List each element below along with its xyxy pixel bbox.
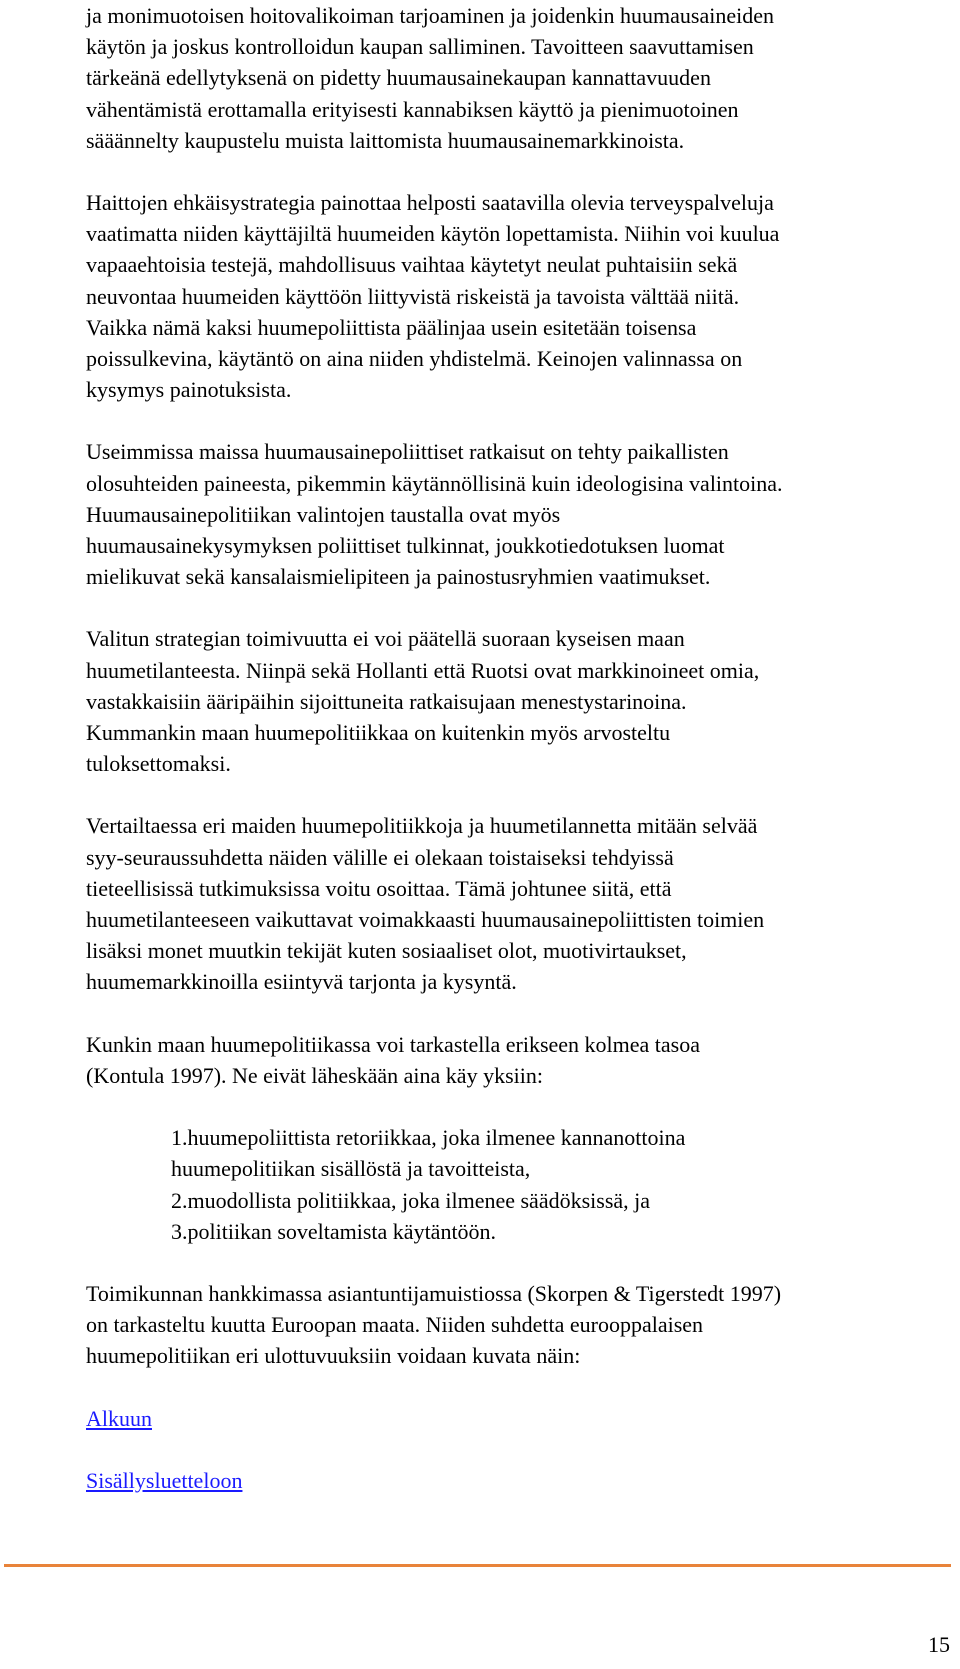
link-top-container <box>86 1403 946 1434</box>
link-to-top[interactable]: Alkuun <box>86 1405 152 1431</box>
paragraph-three-levels: Kunkin maan huumepolitiikassa voi tarkastella erikseen kolmea tasoa (Kontula 1997). Ne eivät läheskään aina käy yksiin: <box>86 1031 700 1088</box>
list-item: 3.politiikan soveltamista käytäntöön. <box>171 1218 497 1244</box>
paragraph-strategy-effectiveness: Valitun strategian toimivuutta ei voi päätellä suoraan kyseisen maan huumetilanteesta. Niinpä sekä Hollanti että Ruotsi ovat markkinoineet omia, vastakkaisiin ääripäihin sijoittuneita ratkaisujaan menestystarinoina. Kummankin maan huumepolitiikkaa on kuitenkin myös arvosteltu tuloksettomaksi. <box>86 626 760 777</box>
paragraph-intro-continuation: ja monimuotoisen hoitovalikoiman tarjoaminen ja joidenkin huumausaineiden käytön ja joskus kontrolloidun kaupan salliminen. Tavoitteen saavuttamisen tärkeänä edellytyksenä on pidetty huumausainekaupan kannattavuuden vähentämistä erottamalla erityisesti kannabiksen käyttö ja pienimuotoinen sääännelty kaupustelu muista laittomista huumausainemarkkinoista. <box>86 3 774 153</box>
list-item: 2.muodollista politiikkaa, joka ilmenee säädöksissä, ja <box>171 1187 651 1213</box>
page-number: 15 <box>928 1632 950 1657</box>
paragraph-harm-reduction: Haittojen ehkäisystrategia painottaa helposti saatavilla olevia terveyspalveluja vaatimatta niiden käyttäjiltä huumeiden käytön lopettamista. Niihin voi kuulua vapaaehtoisia testejä, mahdollisuus vaihtaa käytetyt neulat puhtaisiin sekä neuvontaa huumeiden käyttöön liittyvistä riskeistä ja tavoista välttää niitä. Vaikka nämä kaksi huumepoliittista päälinjaa usein esitetään toisensa poissulkevina, käytäntö on aina niiden yhdistelmä. Keinojen valinnassa on kysymys painotuksista. <box>86 190 780 403</box>
list-item: 1.huumepoliittista retoriikkaa, joka ilmenee kannanottoina huumepolitiikan sisällöstä ja tavoitteista, <box>171 1125 686 1182</box>
document-body <box>86 0 946 1527</box>
levels-list <box>86 1122 946 1247</box>
link-toc-container <box>86 1465 946 1496</box>
link-to-table-of-contents[interactable]: Sisällysluetteloon <box>86 1467 243 1493</box>
paragraph-comparison: Vertailtaessa eri maiden huumepolitiikkoja ja huumetilannetta mitään selvää syy-seuraussuhdetta näiden välille ei olekaan toistaiseksi tehdyissä tieteellisissä tutkimuksissa voitu osoittaa. Tämä johtunee siitä, että huumetilanteeseen vaikuttavat voimakkaasti huumausainepoliittisten toimien lisäksi monet muutkin tekijät kuten sosiaaliset olot, muotivirtaukset, huumemarkkinoilla esiintyvä tarjonta ja kysyntä. <box>86 813 765 995</box>
paragraph-expert-memo: Toimikunnan hankkimassa asiantuntijamuistiossa (Skorpen & Tigerstedt 1997) on tarkasteltu kuutta Euroopan maata. Niiden suhdetta eurooppalaisen huumepolitiikan eri ulottuvuuksiin voidaan kuvata näin: <box>86 1280 782 1369</box>
footer-divider <box>4 1564 951 1567</box>
paragraph-local-conditions: Useimmissa maissa huumausainepoliittiset ratkaisut on tehty paikallisten olosuhteiden paineesta, pikemmin käytännöllisinä kuin ideologisina valintoina. Huumausainepolitiikan valintojen taustalla ovat myös huumausainekysymyksen poliittiset tulkinnat, joukkotiedotuksen luomat mielikuvat sekä kansalaismielipiteen ja painostusryhmien vaatimukset. <box>86 439 783 590</box>
